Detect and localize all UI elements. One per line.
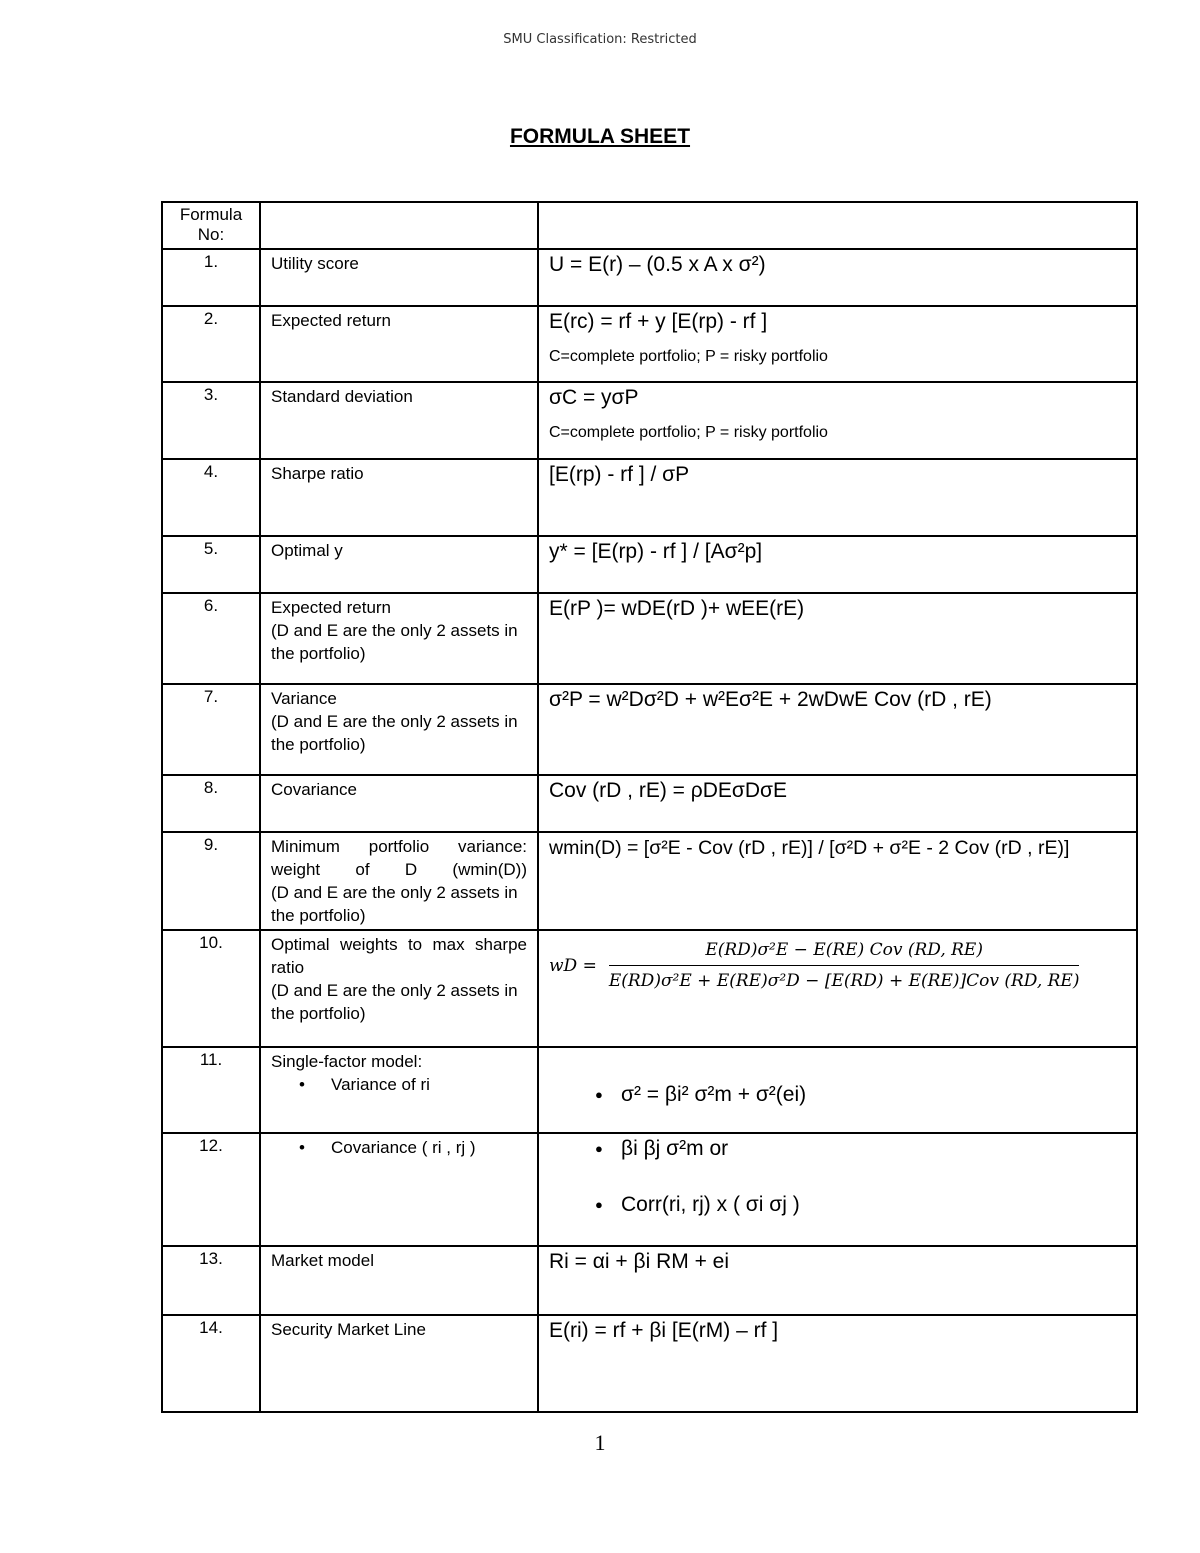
table-row xyxy=(162,775,1137,832)
formula-description: Standard deviation xyxy=(260,382,538,459)
formula-description-note: (D and E are the only 2 assets in the portfolio) xyxy=(271,621,518,663)
formula-description: Optimal weights to max sharpe ratio xyxy=(271,935,527,977)
formula-expression: U = E(r) – (0.5 x A x σ²) xyxy=(538,249,1137,306)
formula-number: 9. xyxy=(162,832,260,930)
page-title: FORMULA SHEET xyxy=(509,125,691,148)
formula-description: Security Market Line xyxy=(260,1315,538,1412)
formula-expression: Ri = αi + βi RM + ei xyxy=(538,1246,1137,1315)
formula-number: 13. xyxy=(162,1246,260,1315)
formula-expression: ● βi βj σ²m or xyxy=(549,1136,1126,1162)
table-row xyxy=(162,382,1137,459)
formula-number: 4. xyxy=(162,459,260,536)
formula-expression: σ²P = w²Dσ²D + w²Eσ²E + 2wDwE Cov (rD , rE) xyxy=(538,684,1137,775)
formula-number: 5. xyxy=(162,536,260,593)
table-row xyxy=(162,684,1137,775)
formula-description: Sharpe ratio xyxy=(260,459,538,536)
formula-description: Single-factor model: xyxy=(271,1052,423,1071)
formula-description: Covariance xyxy=(260,775,538,832)
formula-number: 10. xyxy=(162,930,260,1047)
formula-description-note: (D and E are the only 2 assets in the portfolio) xyxy=(271,712,518,754)
formula-bullet: • Variance of ri xyxy=(271,1073,527,1096)
formula-description-note: (D and E are the only 2 assets in the portfolio) xyxy=(271,883,518,925)
formula-expression: E(ri) = rf + βi [E(rM) – rf ] xyxy=(538,1315,1137,1412)
table-row xyxy=(162,930,1137,1047)
formula-number: 1. xyxy=(162,249,260,306)
formula-description: Minimum portfolio variance: weight of D (wmin(D)) xyxy=(271,837,527,879)
formula-number: 12. xyxy=(162,1133,260,1246)
formula-expression: E(rP )= wDE(rD )+ wEE(rE) xyxy=(538,593,1137,684)
formula-expression: [E(rp) - rf ] / σP xyxy=(538,459,1137,536)
formula-no-header: Formula No: xyxy=(162,202,260,249)
fraction-numerator: E(RD)σ²E − E(RE) Cov (RD, RE) xyxy=(609,937,1080,966)
formula-number: 3. xyxy=(162,382,260,459)
formula-bullet: • Covariance ( ri , rj ) xyxy=(271,1136,527,1159)
formula-number: 14. xyxy=(162,1315,260,1412)
table-header-row xyxy=(162,202,1137,249)
table-row xyxy=(162,1315,1137,1412)
formula-number: 2. xyxy=(162,306,260,382)
formula-expression: y* = [E(rp) - rf ] / [Aσ²p] xyxy=(538,536,1137,593)
classification-label: SMU Classification: Restricted xyxy=(503,32,697,47)
formula-description-note: (D and E are the only 2 assets in the portfolio) xyxy=(271,981,518,1023)
table-row xyxy=(162,1133,1137,1246)
formula-description: Expected return xyxy=(271,598,392,617)
formula-expression-alt: ● Corr(ri, rj) x ( σi σj ) xyxy=(549,1192,1126,1218)
formula-description: Utility score xyxy=(260,249,538,306)
table-row xyxy=(162,536,1137,593)
formula-description: Variance xyxy=(271,689,337,708)
fraction-formula xyxy=(549,937,1126,994)
formula-note: C=complete portfolio; P = risky portfolio xyxy=(549,348,828,365)
formula-expression: wmin(D) = [σ²E - Cov (rD , rE)] / [σ²D + σ²E - 2 Cov (rD , rE)] xyxy=(538,832,1137,930)
formula-expression: E(rc) = rf + y [E(rp) - rf ] xyxy=(549,310,768,333)
formula-table xyxy=(161,201,1138,1413)
formula-number: 11. xyxy=(162,1047,260,1133)
formula-number: 7. xyxy=(162,684,260,775)
formula-note: C=complete portfolio; P = risky portfolio xyxy=(549,424,828,441)
formula-expression: σC = yσP xyxy=(549,386,639,409)
formula-description: Market model xyxy=(260,1246,538,1315)
table-row xyxy=(162,249,1137,306)
table-row xyxy=(162,593,1137,684)
fraction-lhs: wD = xyxy=(549,955,597,976)
page-number: 1 xyxy=(594,1430,606,1455)
formula-description: Optimal y xyxy=(260,536,538,593)
table-row xyxy=(162,832,1137,930)
formula-description: Expected return xyxy=(260,306,538,382)
table-row xyxy=(162,306,1137,382)
table-row xyxy=(162,1246,1137,1315)
fraction-denominator: E(RD)σ²E + E(RE)σ²D − [E(RD) + E(RE)]Cov (RD, RE) xyxy=(608,971,1080,991)
formula-expression: ● σ² = βi² σ²m + σ²(ei) xyxy=(549,1082,1126,1108)
formula-number: 6. xyxy=(162,593,260,684)
table-row xyxy=(162,1047,1137,1133)
formula-expression: Cov (rD , rE) = ρDEσDσE xyxy=(538,775,1137,832)
formula-number: 8. xyxy=(162,775,260,832)
table-row xyxy=(162,459,1137,536)
